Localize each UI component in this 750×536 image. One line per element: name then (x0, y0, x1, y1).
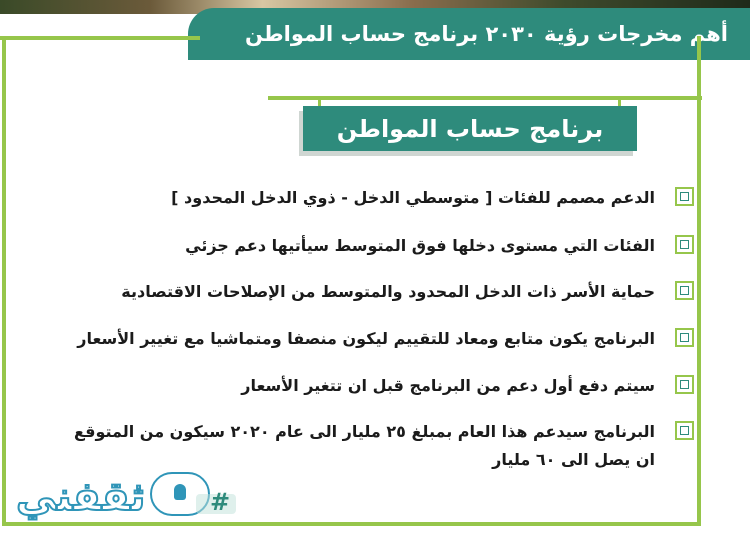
list-item (50, 418, 698, 474)
checkbox-bullet-icon (675, 421, 694, 440)
header-title: أهم مخرجات رؤية ٢٠٣٠ برنامج حساب المواطن (244, 22, 728, 46)
list-item (185, 232, 698, 260)
list-item (171, 184, 698, 212)
checkbox-bullet-icon (675, 187, 694, 206)
list-item-text: سيتم دفع أول دعم من البرنامج قبل ان تتغير الأسعار (241, 376, 655, 395)
panel-title-box (303, 106, 637, 151)
list-item-text: الفئات التي مستوى دخلها فوق المتوسط سيأتيها دعم جزئي (185, 236, 655, 255)
list-item-text: الدعم مصمم للفئات [ متوسطي الدخل - ذوي الدخل المحدود ] (171, 188, 655, 207)
list-item-text: البرنامج يكون متابع ومعاد للتقييم ليكون منصفا ومتماشيا مع تغيير الأسعار (77, 329, 655, 348)
list-item (241, 372, 698, 400)
list-item (77, 325, 698, 353)
checkbox-bullet-icon (675, 281, 694, 300)
checkbox-bullet-icon (675, 375, 694, 394)
brand-logo-text: ثقفني (16, 474, 146, 520)
list-item (121, 278, 698, 306)
panel-title: برنامج حساب المواطن (336, 114, 604, 143)
list-item-text: البرنامج سيدعم هذا العام بمبلغ ٢٥ مليار الى عام ٢٠٢٠ سيكون من المتوقع ان يصل الى ٦٠ مليار (74, 422, 655, 469)
hashtag-symbol: # (210, 488, 231, 516)
checkbox-bullet-icon (675, 328, 694, 347)
checkbox-bullet-icon (675, 235, 694, 254)
list-item-text: حماية الأسر ذات الدخل المحدود والمتوسط من الإصلاحات الاقتصادية (121, 282, 655, 301)
title-tab-line (268, 96, 702, 100)
